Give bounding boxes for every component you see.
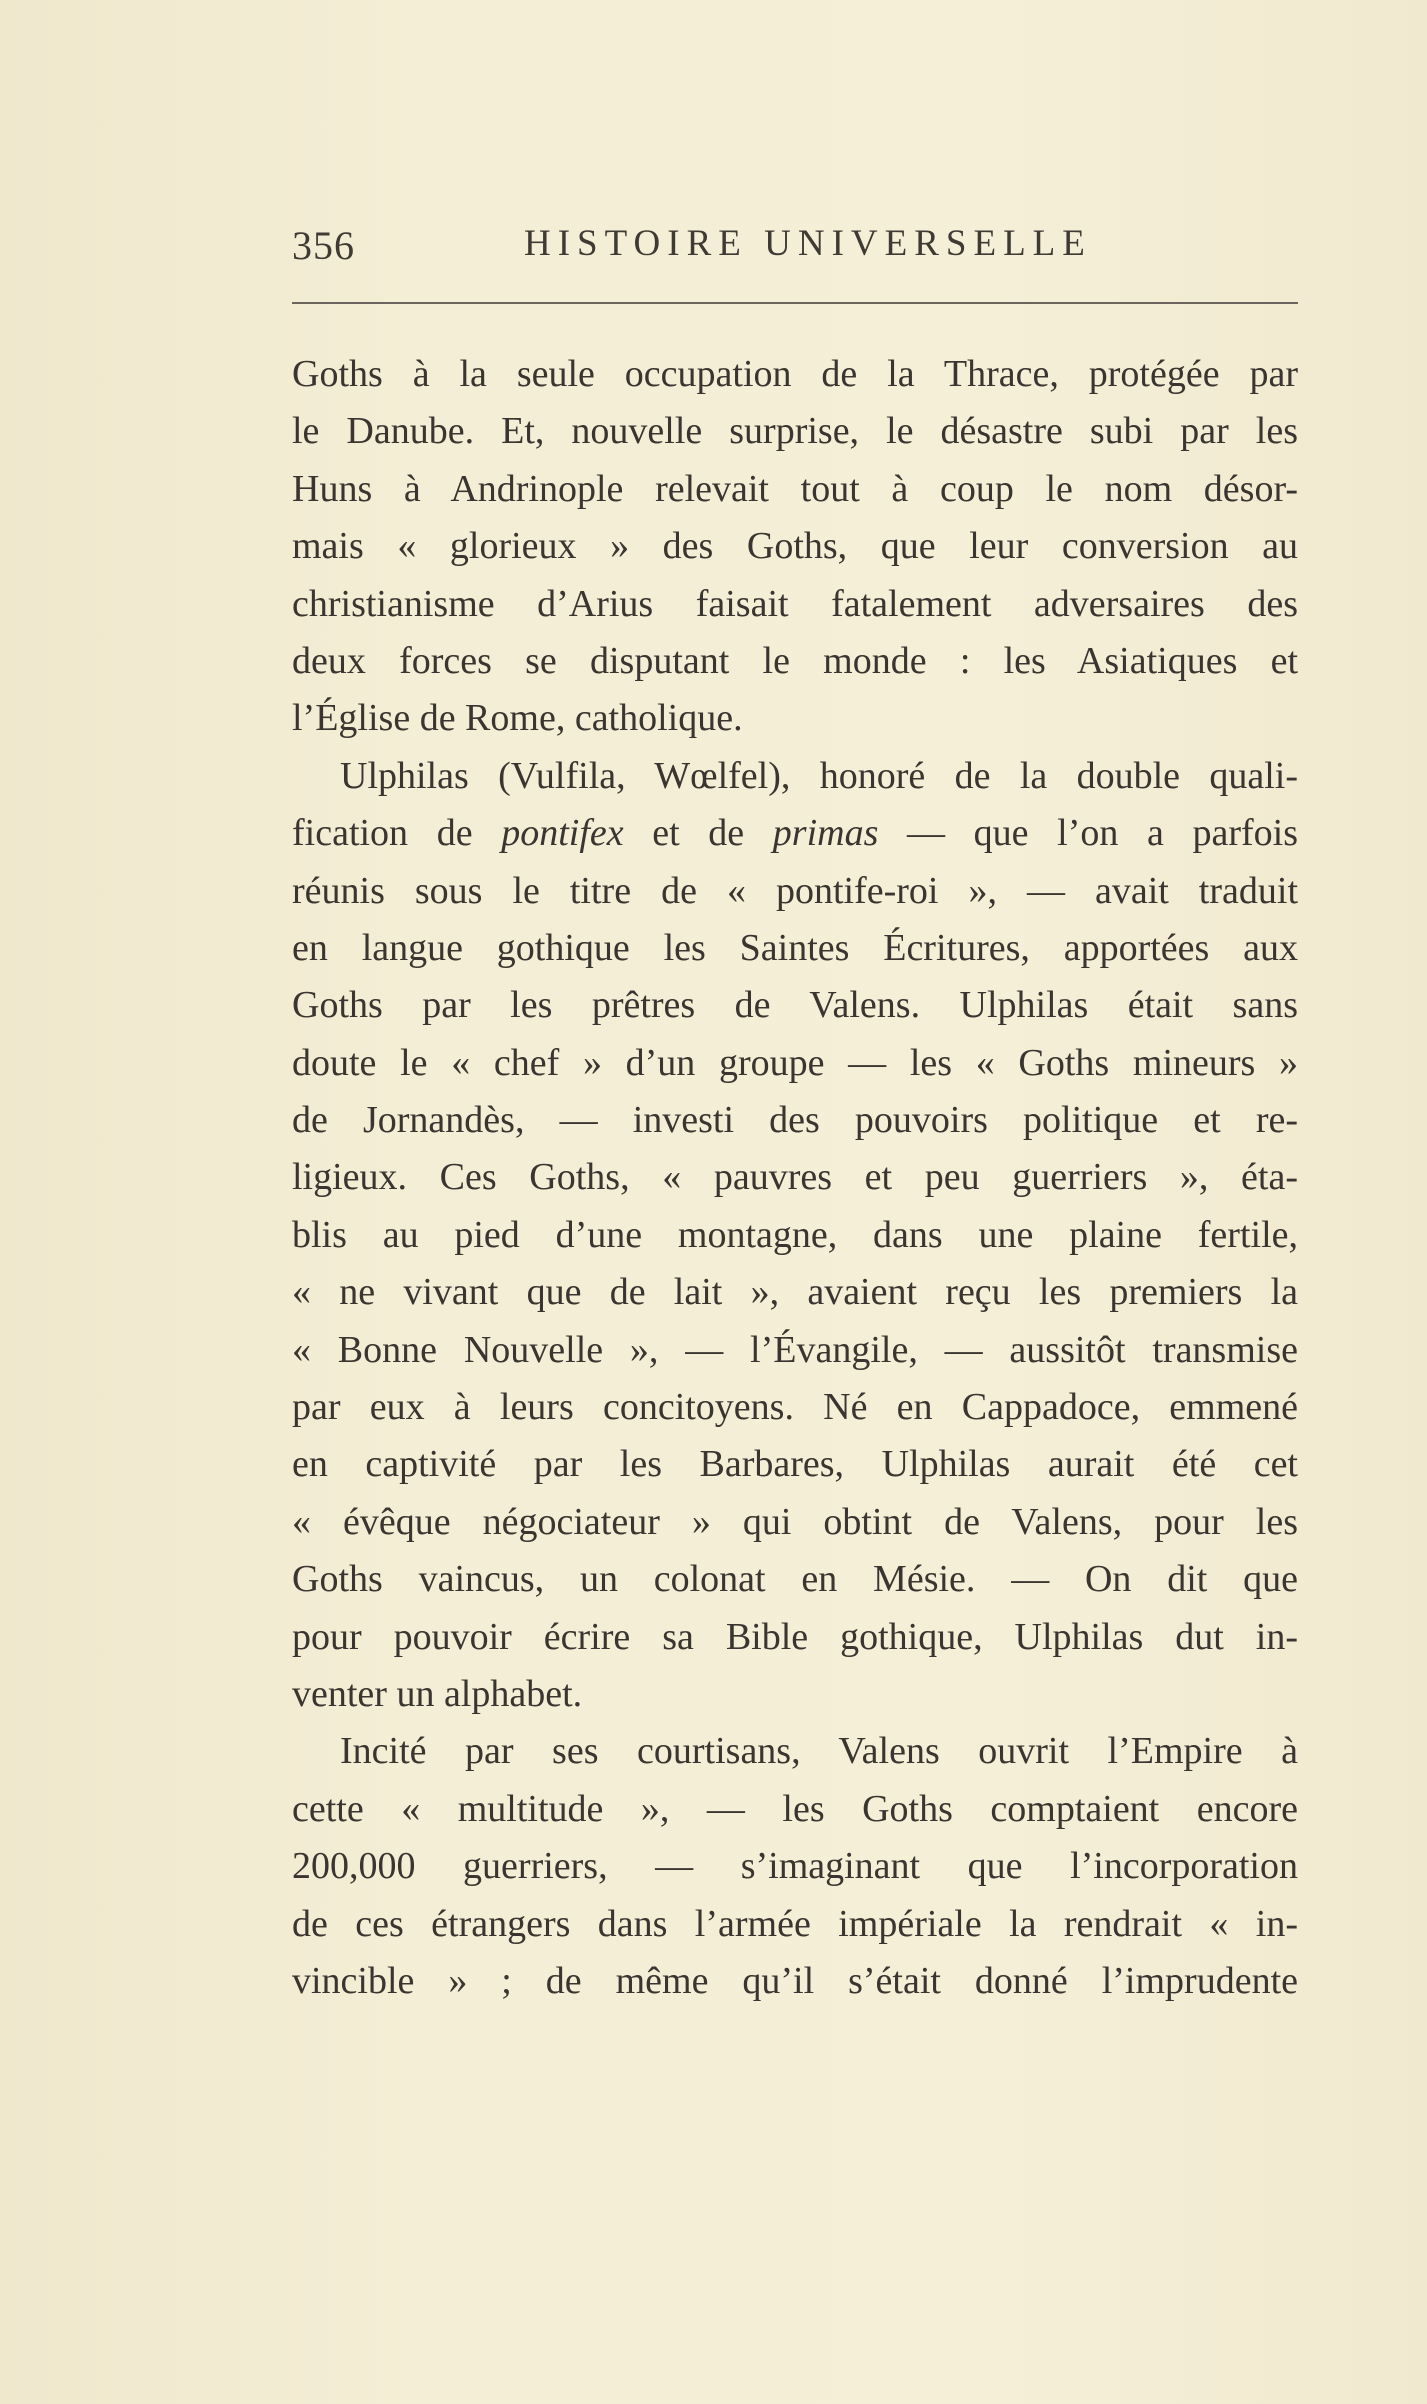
text-line: Ulphilas (Vulfila, Wœlfel), honoré de la double quali- xyxy=(340,754,1298,797)
text-line: mais « glorieux » des Goths, que leur conversion au xyxy=(292,525,1298,568)
text-line: christianisme d’Arius faisait fatalement adversaires des xyxy=(292,582,1298,625)
text-line: Goths par les prêtres de Valens. Ulphilas était sans xyxy=(292,984,1298,1027)
text-line: doute le « chef » d’un groupe — les « Goths mineurs » xyxy=(292,1041,1298,1084)
paragraph-3 xyxy=(292,1723,1298,2010)
text-line: Goths à la seule occupation de la Thrace, protégée par xyxy=(292,353,1298,395)
text-line: réunis sous le titre de « pontife-roi », — avait traduit xyxy=(292,869,1298,912)
body-text xyxy=(292,346,1298,2010)
page-number: 356 xyxy=(292,223,355,268)
page-header xyxy=(292,222,1298,274)
paragraph-2 xyxy=(292,748,1298,1724)
text-line: l’Église de Rome, catholique. xyxy=(292,697,743,740)
text-line: « ne vivant que de lait », avaient reçu les premiers la xyxy=(292,1271,1298,1314)
text-line: cette « multitude », — les Goths comptaient encore xyxy=(292,1787,1298,1830)
text-run: et de xyxy=(623,812,773,855)
italic-word-primas: primas xyxy=(772,812,879,855)
text-line: de Jornandès, — investi des pouvoirs politique et re- xyxy=(292,1099,1298,1142)
text-line: venter un alphabet. xyxy=(292,1672,583,1715)
text-line: vincible » ; de même qu’il s’était donné l’imprudente xyxy=(292,1959,1298,2002)
text-line: Incité par ses courtisans, Valens ouvrit l’Empire à xyxy=(340,1730,1298,1773)
text-run: fication de xyxy=(292,812,502,855)
text-line: « Bonne Nouvelle », — l’Évangile, — aussitôt transmise xyxy=(292,1328,1298,1371)
text-line: Huns à Andrinople relevait tout à coup le nom désor- xyxy=(292,467,1298,510)
text-line: de ces étrangers dans l’armée impériale la rendrait « in- xyxy=(292,1902,1298,1945)
header-rule xyxy=(292,302,1298,304)
text-line: deux forces se disputant le monde : les Asiatiques et xyxy=(292,639,1298,682)
text-line: 200,000 guerriers, — s’imaginant que l’incorporation xyxy=(292,1845,1298,1888)
text-line: le Danube. Et, nouvelle surprise, le désastre subi par les xyxy=(292,410,1298,453)
text-line: pour pouvoir écrire sa Bible gothique, Ulphilas dut in- xyxy=(292,1615,1298,1658)
italic-word-pontifex: pontifex xyxy=(501,812,624,855)
text-line: ligieux. Ces Goths, « pauvres et peu guerriers », éta- xyxy=(292,1156,1298,1199)
text-line-with-italics xyxy=(292,805,1298,862)
text-line: Goths vaincus, un colonat en Mésie. — On dit que xyxy=(292,1558,1298,1601)
paragraph-1 xyxy=(292,346,1298,748)
text-line: par eux à leurs concitoyens. Né en Cappadoce, emmené xyxy=(292,1386,1298,1429)
text-line: en langue gothique les Saintes Écritures, apportées aux xyxy=(292,926,1298,969)
text-line: blis au pied d’une montagne, dans une plaine fertile, xyxy=(292,1213,1298,1256)
text-line: en captivité par les Barbares, Ulphilas aurait été cet xyxy=(292,1443,1298,1486)
text-run: — que l’on a parfois xyxy=(878,812,1298,855)
text-line: « évêque négociateur » qui obtint de Valens, pour les xyxy=(292,1500,1298,1543)
running-title: HISTOIRE UNIVERSELLE xyxy=(524,223,1092,264)
